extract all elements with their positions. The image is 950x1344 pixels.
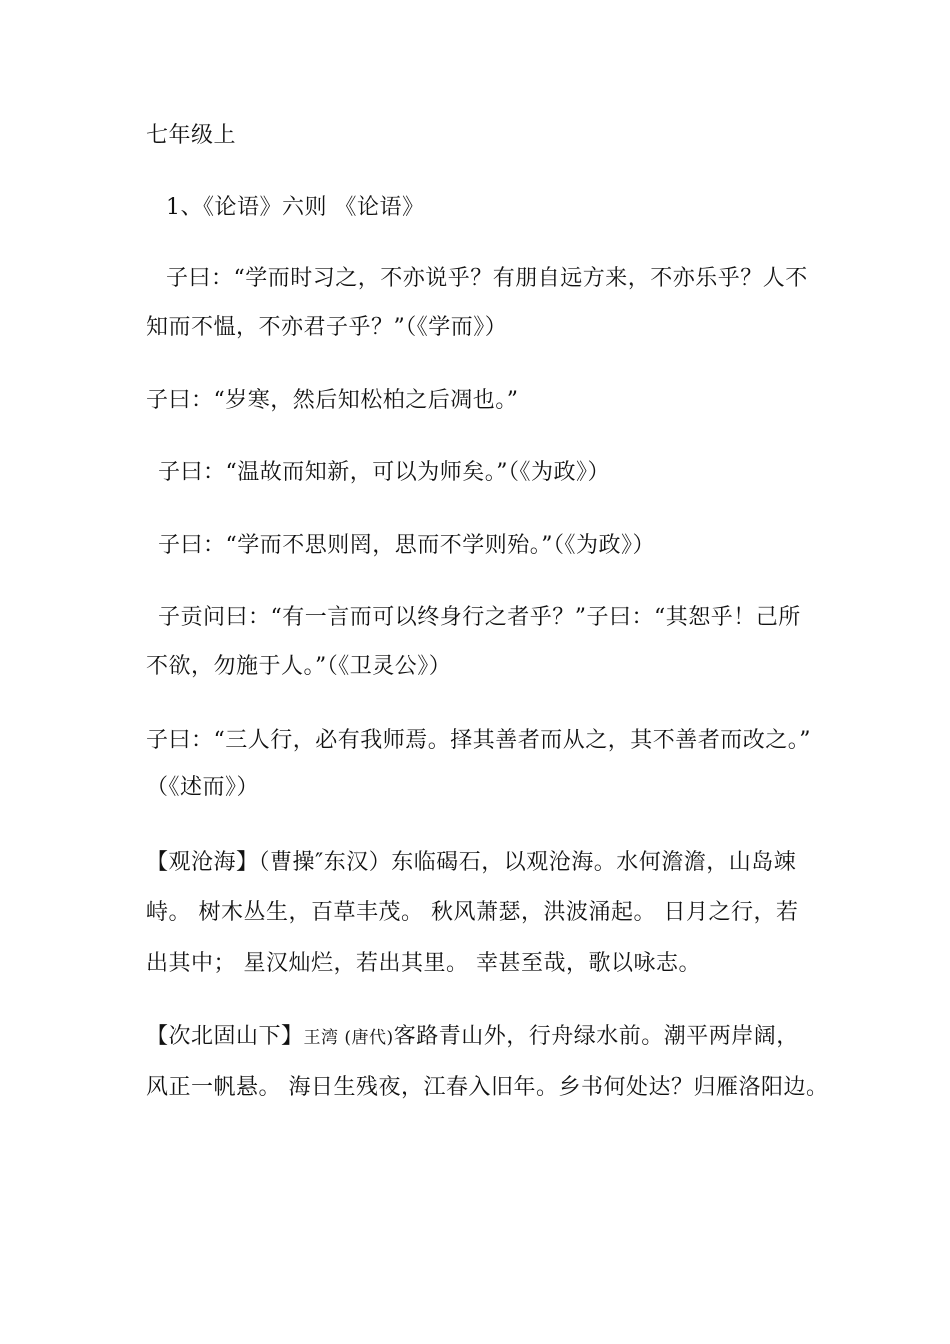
analects-p5-line2: 不欲，勿施于人。”（《卫灵公》） [146, 654, 452, 679]
analects-p4: 子曰：“学而不思则罔，思而不学则殆。”（《为政》） [158, 533, 655, 558]
poem-guan-canghai-line2: 峙。 树木丛生，百草丰茂。 秋风萧瑟，洪波涌起。 日月之行，若 [146, 900, 799, 925]
grade-title: 七年级上 [146, 123, 237, 148]
poem-guan-canghai-line1: 【观沧海】（曹操″东汉）东临碣石，以观沧海。水何澹澹，山岛竦 [146, 850, 797, 875]
analects-p3: 子曰：“温故而知新，可以为师矣。”（《为政》） [158, 460, 610, 485]
poem-author: 王湾 (唐代) [303, 1028, 394, 1048]
poem-ci-beigushan-line1 [146, 1022, 799, 1053]
analects-p1-line1: 子曰：“学而时习之，不亦说乎？有朋自远方来，不亦乐乎？人不 [166, 266, 808, 291]
lesson-heading: 1、《论语》六则 《论语》 [166, 195, 425, 220]
analects-p6-line2: （《述而》） [146, 775, 260, 800]
poem-guan-canghai-line3: 出其中； 星汉灿烂，若出其里。 幸甚至哉，歌以咏志。 [146, 951, 701, 976]
poem-line1-text: 客路青山外，行舟绿水前。潮平两岸阔， [393, 1024, 799, 1049]
analects-p2: 子曰：“岁寒，然后知松柏之后凋也。” [146, 388, 519, 413]
analects-p6-line1: 子曰：“三人行，必有我师焉。择其善者而从之，其不善者而改之。” [146, 728, 811, 753]
poem-title: 【次北固山下】 [146, 1024, 304, 1049]
analects-p1-line2: 知而不愠，不亦君子乎？”（《学而》） [146, 315, 508, 340]
poem-ci-beigushan-line2: 风正一帆悬。 海日生残夜，江春入旧年。乡书何处达？归雁洛阳边。 [146, 1075, 829, 1100]
analects-p5-line1: 子贡问曰：“有一言而可以终身行之者乎？”子曰：“其恕乎！己所 [158, 605, 801, 630]
